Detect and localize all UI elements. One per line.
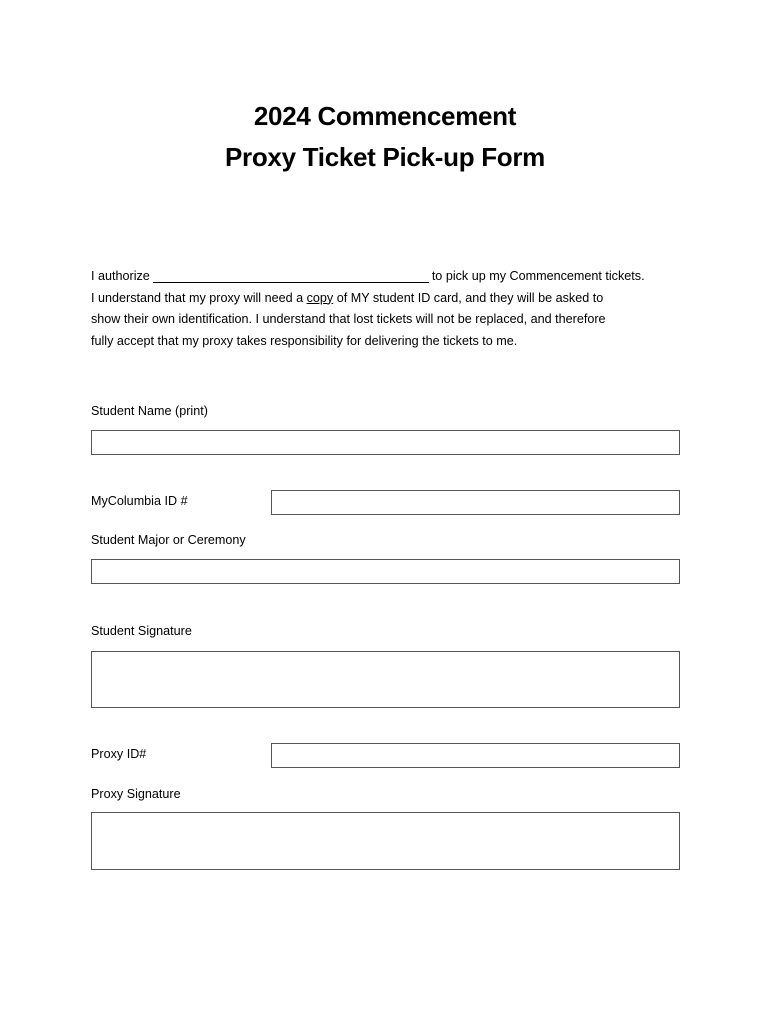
- authorization-line-2: [91, 288, 691, 310]
- authorization-line-4: fully accept that my proxy takes responsibility for delivering the tickets to me.: [91, 334, 518, 349]
- student-major-label: Student Major or Ceremony: [91, 533, 246, 547]
- proxy-need-text: I understand that my proxy will need a: [91, 290, 304, 305]
- mycolumbia-id-label: MyColumbia ID #: [91, 494, 188, 508]
- title-line-1: 2024 Commencement: [253, 101, 517, 131]
- authorization-paragraph: [91, 266, 691, 353]
- pickup-text: to pick up my Commencement tickets.: [431, 269, 645, 283]
- mycolumbia-id-field[interactable]: [271, 490, 680, 515]
- student-signature-label: Student Signature: [91, 624, 192, 638]
- proxy-id-label: Proxy ID#: [91, 747, 147, 761]
- student-id-text: of MY student ID card, and they will be asked to: [336, 290, 604, 305]
- student-signature-field[interactable]: [91, 651, 680, 708]
- proxy-name-blank[interactable]: [153, 268, 429, 283]
- student-major-field[interactable]: [91, 559, 680, 584]
- student-name-field[interactable]: [91, 430, 680, 455]
- title-line-2: Proxy Ticket Pick-up Form: [224, 142, 545, 172]
- student-name-label: Student Name (print): [91, 404, 208, 418]
- proxy-id-field[interactable]: [271, 743, 680, 768]
- copy-underlined: copy: [306, 290, 334, 305]
- proxy-signature-label: Proxy Signature: [91, 787, 181, 801]
- authorize-text: I authorize: [91, 269, 150, 283]
- authorization-line-3: show their own identification. I understand that lost tickets will not be replaced, and therefore: [91, 312, 606, 327]
- proxy-signature-field[interactable]: [91, 812, 680, 870]
- authorization-line-1: [91, 266, 691, 288]
